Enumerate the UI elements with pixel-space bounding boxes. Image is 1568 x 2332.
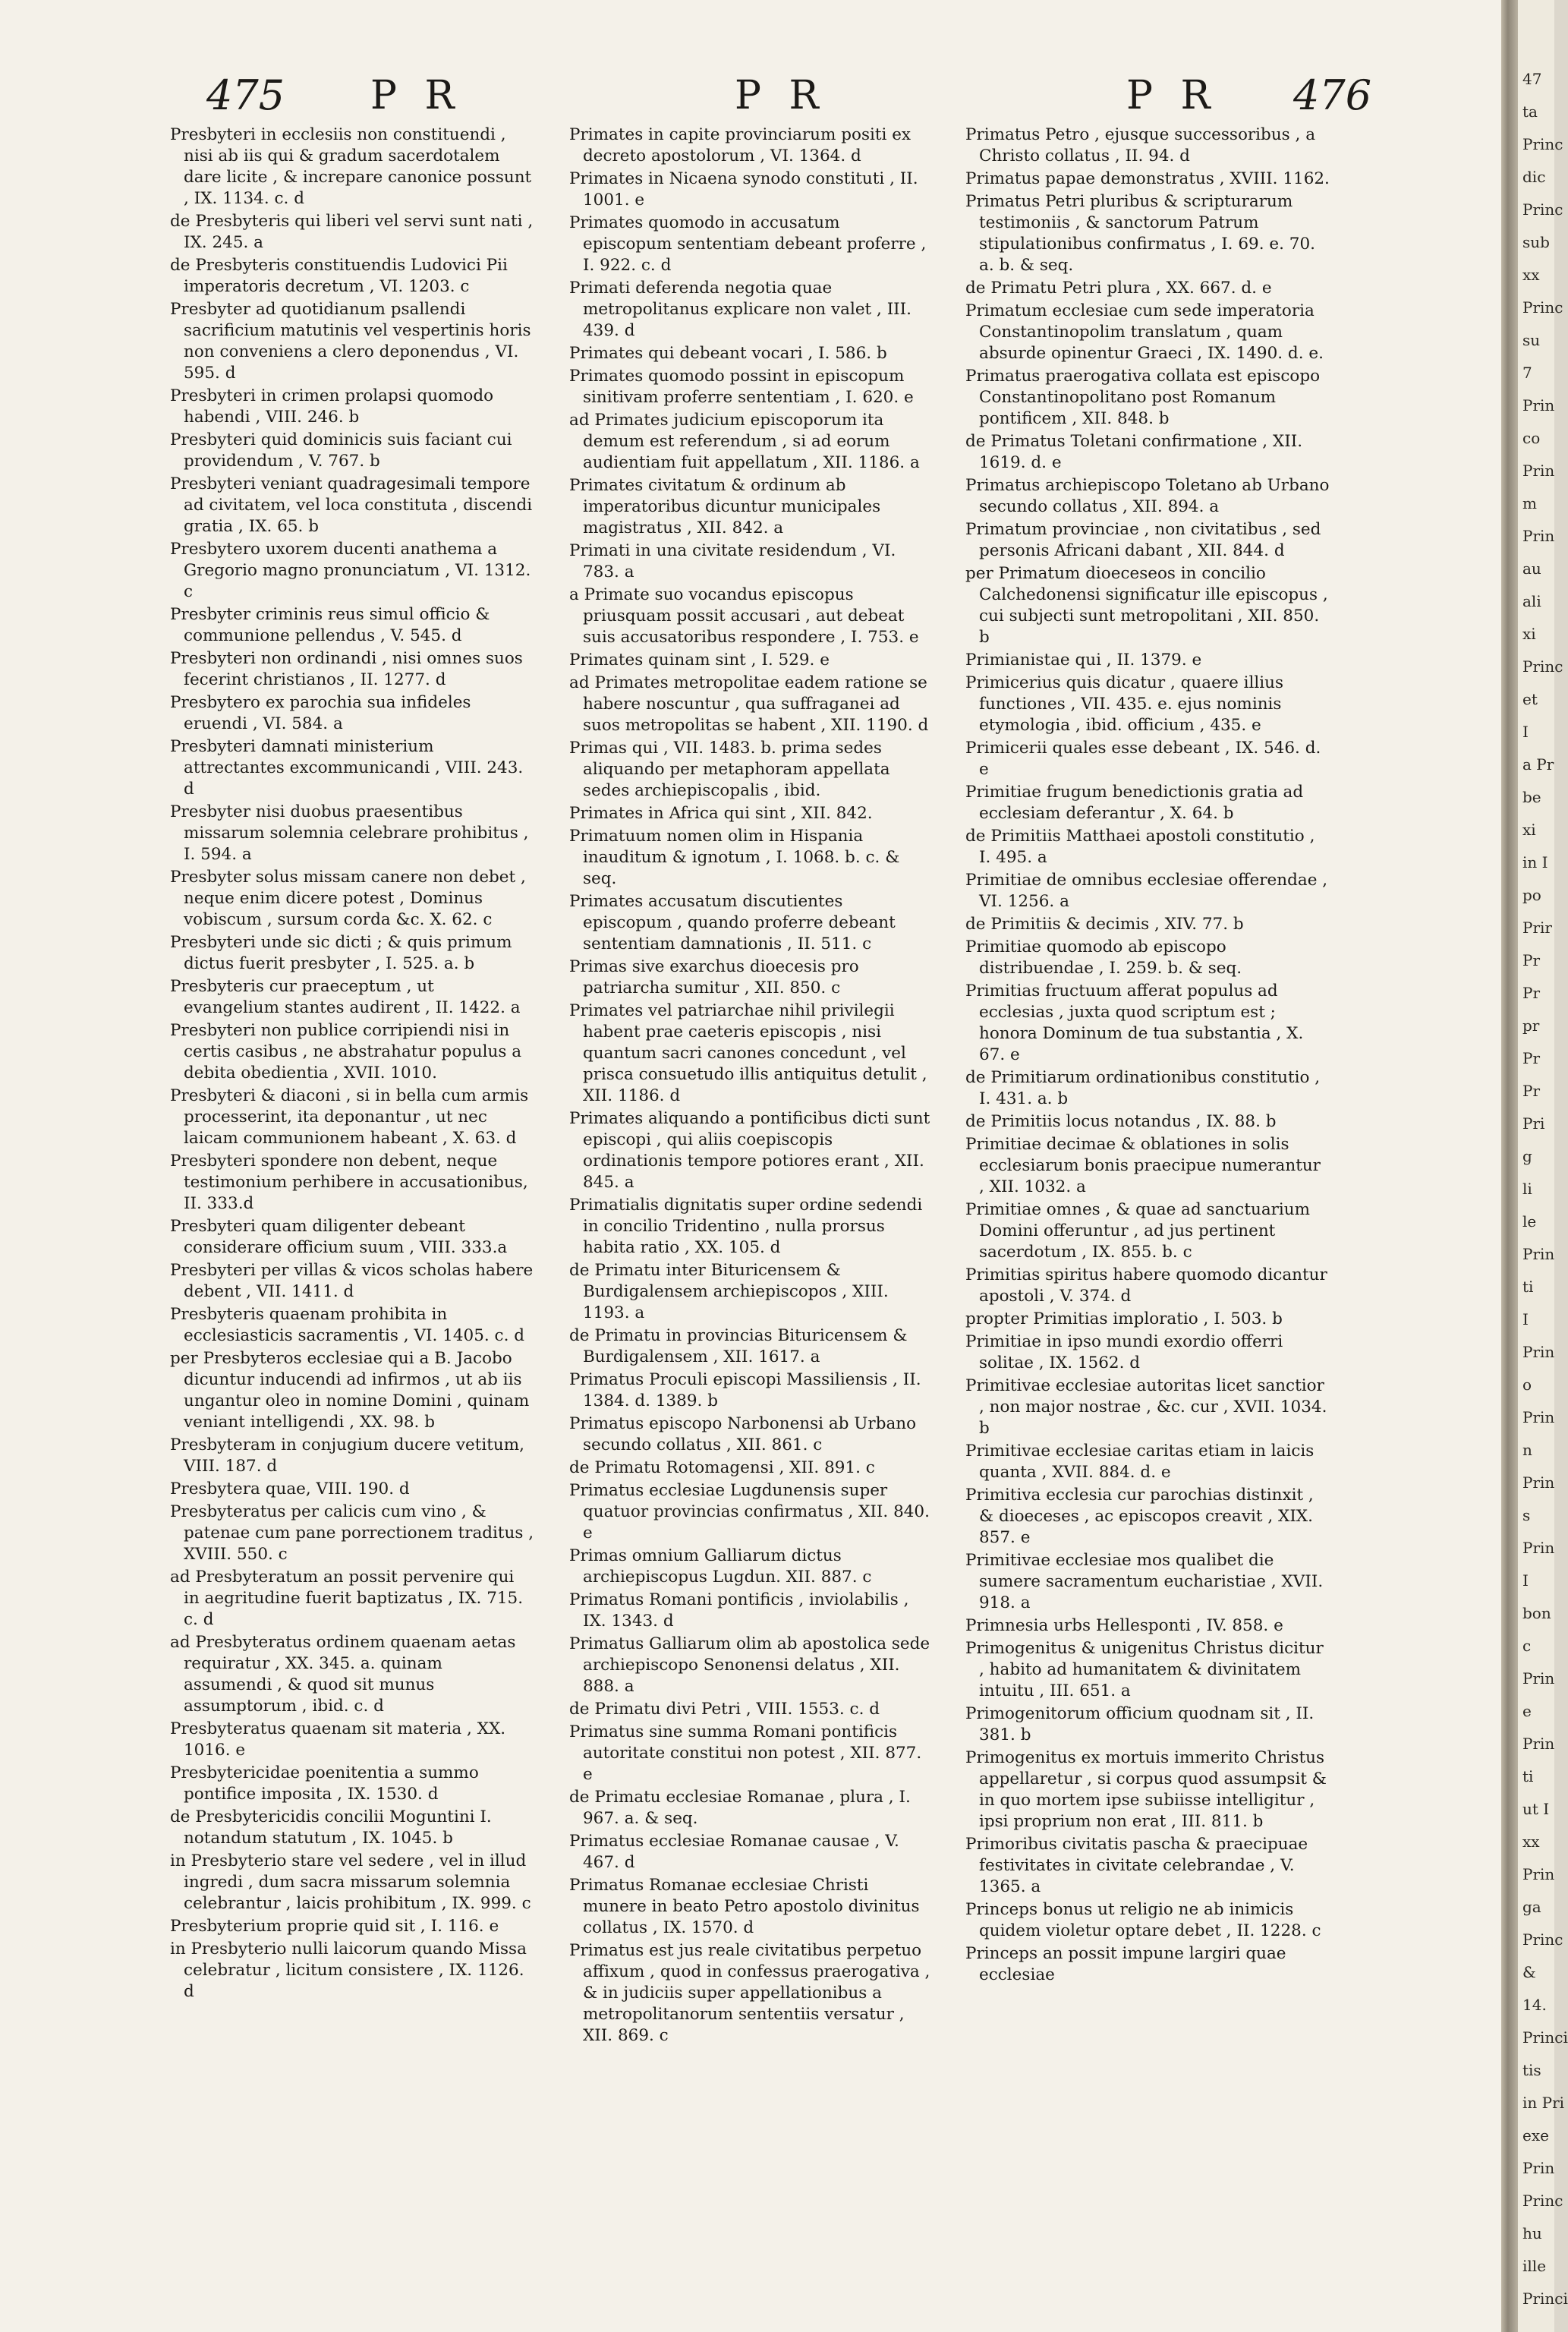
- index-entry: Primitiae quomodo ab episcopo distribuendae , I. 259. b. & seq.: [965, 938, 1242, 978]
- index-entry: Primitivae ecclesiae caritas etiam in laicis quanta , XVII. 884. d. e: [965, 1442, 1315, 1482]
- facing-page-fragment: Prir: [1522, 919, 1552, 937]
- index-entry: de Primatu ecclesiae Romanae , plura , I. 967. a. & seq.: [569, 1788, 911, 1828]
- facing-page-fragment: Prin: [1522, 1735, 1555, 1753]
- index-entry: Primitiae frugum benedictionis gratia ad ecclesiam deferantur , X. 64. b: [965, 783, 1304, 823]
- index-entry: Presbyteri per villas & vicos scholas habere debent , VII. 1411. d: [170, 1261, 534, 1301]
- index-entry: Primatus episcopo Narbonensi ab Urbano secundo collatus , XII. 861. c: [569, 1414, 917, 1454]
- index-entry: de Presbyteris constituendis Ludovici Pii imperatoris decretum , VI. 1203. c: [170, 256, 508, 296]
- page-number-left: 475: [206, 71, 285, 119]
- index-entry: ad Primates judicium episcoporum ita demum est referendum , si ad eorum audientiam fuit appellatum , XII. 1186. a: [569, 411, 920, 472]
- facing-page-fragment: Prin: [1522, 462, 1555, 480]
- index-entry: Primitiva ecclesia cur parochias distinxit , & dioeceses , ac episcopos creavit , XIX. 857. e: [965, 1486, 1314, 1547]
- facing-page-fragment: Pr: [1522, 1049, 1541, 1067]
- facing-page-fragment: I: [1522, 723, 1529, 741]
- index-entry: Presbyteri in ecclesiis non constituendi , nisi ab iis qui & gradum sacerdotalem dare licite , & increpare canonice possunt , IX. 1134. c. d: [170, 125, 532, 208]
- index-entry: Primatus Galliarum olim ab apostolica sede archiepiscopo Senonensi delatus , XII. 888. a: [569, 1634, 930, 1696]
- facing-page-fragment: I: [1522, 1310, 1529, 1328]
- index-entry: Primates vel patriarchae nihil privilegii habent prae caeteris episcopis , nisi quantum sacri canones concedunt , vel prisca consuetudo illis antiquitus detulit , XII. 1186. d: [569, 1001, 927, 1105]
- index-entry: Primogenitorum officium quodnam sit , II. 381. b: [965, 1704, 1315, 1744]
- index-entry: in Presbyterio stare vel sedere , vel in illud ingredi , dum sacra missarum solemnia celebrantur , laicis prohibitum , IX. 999. c: [170, 1851, 531, 1913]
- facing-page-fragment: dic: [1522, 168, 1546, 186]
- facing-page-fragment: g: [1522, 1147, 1532, 1165]
- facing-page-fragment: Princ: [1522, 1930, 1563, 1949]
- index-entry: Presbyteratus per calicis cum vino , & patenae cum pane porrectionem traditus , XVIII. 550. c: [170, 1502, 534, 1564]
- index-entry: Primatus archiepiscopo Toletano ab Urbano secundo collatus , XII. 894. a: [965, 476, 1330, 516]
- index-entry: Presbyteri non ordinandi , nisi omnes suos fecerint christianos , II. 1277. d: [170, 649, 523, 689]
- facing-page-fragment: po: [1522, 886, 1541, 904]
- index-entry: de Presbytericidis concilii Moguntini I. notandum statutum , IX. 1045. b: [170, 1807, 492, 1848]
- index-entry: Primatus papae demonstratus , XVIII. 1162.: [965, 169, 1330, 188]
- index-entry: Primatus praerogativa collata est episcopo Constantinopolitano post Romanum pontificem , XII. 848. b: [965, 367, 1321, 428]
- index-entry: Primates in Nicaena synodo constituti , II. 1001. e: [569, 169, 918, 210]
- index-entry: de Primitiarum ordinationibus constitutio , I. 431. a. b: [965, 1068, 1321, 1108]
- facing-page-fragment: ille: [1522, 2257, 1547, 2275]
- index-entry: Primitiae de omnibus ecclesiae offerendae , VI. 1256. a: [965, 871, 1328, 911]
- index-entry: Primati deferenda negotia quae metropolitanus explicare non valet , III. 439. d: [569, 279, 912, 340]
- facing-page-fragment: ti: [1522, 1278, 1534, 1296]
- index-entry: ad Primates metropolitae eadem ratione se habere noscuntur , qua suffraganei ad suos metropolitas se habent , XII. 1190. d: [569, 673, 929, 735]
- index-entry: Primatus sine summa Romani pontificis autoritate constitui non potest , XII. 877. e: [569, 1722, 922, 1784]
- index-entry: Presbyter nisi duobus praesentibus missarum solemnia celebrare prohibitus , I. 594. a: [170, 802, 529, 864]
- facing-page-fragment: 47: [1522, 70, 1542, 88]
- index-entry: Primicerii quales esse debeant , IX. 546. d. e: [965, 739, 1321, 779]
- index-entry: ad Presbyteratus ordinem quaenam aetas requiratur , XX. 345. a. quinam assumendi , & quod sit munus assumptorum , ibid. c. d: [170, 1633, 516, 1716]
- index-entry: Primianistae qui , II. 1379. e: [965, 651, 1202, 670]
- index-entry: Primas omnium Galliarum dictus archiepiscopus Lugdun. XII. 887. c: [569, 1546, 872, 1587]
- book-gutter: [1501, 0, 1518, 2332]
- facing-page-fragment: be: [1522, 788, 1541, 806]
- facing-page-fragment: c: [1522, 1637, 1532, 1655]
- index-entry: Primatus Romanae ecclesiae Christi munere in beato Petro apostolo divinitus collatus , IX. 1570. d: [569, 1876, 920, 1937]
- index-entry: Primitivae ecclesiae mos qualibet die sumere sacramentum eucharistiae , XVII. 918. a: [965, 1551, 1324, 1612]
- index-entry: Presbyteri in crimen prolapsi quomodo habendi , VIII. 246. b: [170, 386, 494, 427]
- facing-page-fragment: Prin: [1522, 1473, 1555, 1492]
- index-entry: Primates qui debeant vocari , I. 586. b: [569, 344, 887, 363]
- index-entry: de Primatus Toletani confirmatione , XII. 1619. d. e: [965, 432, 1303, 472]
- index-entry: per Primatum dioeceseos in concilio Calchedonensi significatur ille episcopus , cui subjecti sunt metropolitani , XII. 850. b: [965, 564, 1328, 647]
- facing-page-fragment: Prin: [1522, 1669, 1555, 1688]
- facing-page-fragment: Pr: [1522, 984, 1541, 1002]
- index-entry: Presbytericidae poenitentia a summo pontifice imposita , IX. 1530. d: [170, 1763, 479, 1804]
- index-entry: de Primitiis & decimis , XIV. 77. b: [965, 915, 1244, 934]
- facing-page-fragment: Princ: [1522, 657, 1563, 676]
- index-entry: Primates quomodo possint in episcopum sinitivam proferre sententiam , I. 620. e: [569, 367, 914, 407]
- running-head-right: P R: [1126, 73, 1218, 118]
- facing-page-fragment: o: [1522, 1376, 1532, 1394]
- facing-page-fragment: Prin: [1522, 2159, 1555, 2177]
- index-entry: Primates quomodo in accusatum episcopum sententiam debeant proferre , I. 922. c. d: [569, 213, 927, 275]
- index-entry: Presbyter criminis reus simul officio & communione pellendus , V. 545. d: [170, 605, 490, 645]
- index-entry: Primatus Romani pontificis , inviolabilis , IX. 1343. d: [569, 1590, 909, 1631]
- index-entry: Primatialis dignitatis super ordine sedendi in concilio Tridentino , nulla prorsus habita ratio , XX. 105. d: [569, 1196, 923, 1257]
- index-entry: ad Presbyteratum an possit pervenire qui in aegritudine fuerit baptizatus , IX. 715. c. d: [170, 1568, 524, 1629]
- index-entry: Primates civitatum & ordinum ab imperatoribus dicuntur municipales magistratus , XII. 842. a: [569, 476, 881, 537]
- index-entry: de Primatu Rotomagensi , XII. 891. c: [569, 1458, 875, 1477]
- index-entry: de Primatu divi Petri , VIII. 1553. c. d: [569, 1700, 880, 1719]
- facing-page-fragment: ut I: [1522, 1800, 1550, 1818]
- facing-page-fragment: 7: [1522, 364, 1532, 382]
- facing-page-fragment: Pri: [1522, 1114, 1545, 1133]
- facing-page-fragment: Princ: [1522, 200, 1563, 219]
- index-entry: Primatus ecclesiae Romanae causae , V. 467. d: [569, 1832, 899, 1872]
- index-entry: de Primitiis Matthaei apostoli constitutio , I. 495. a: [965, 827, 1315, 867]
- index-entry: Presbyteri veniant quadragesimali tempore ad civitatem, vel loca constituta , discendi gratia , IX. 65. b: [170, 474, 533, 536]
- index-entry: Primates accusatum discutientes episcopum , quando proferre debeant sententiam damnationis , II. 511. c: [569, 892, 896, 953]
- facing-page-fragment: li: [1522, 1180, 1532, 1198]
- facing-page-fragment: su: [1522, 331, 1541, 349]
- facing-page-fragment: exe: [1522, 2126, 1549, 2144]
- index-column-middle: [569, 124, 934, 2048]
- facing-page-fragment: sub: [1522, 233, 1550, 251]
- index-entry: Primitivae ecclesiae autoritas licet sanctior , non major nostrae , &c. cur , XVII. 1034. b: [965, 1376, 1327, 1438]
- index-entry: Presbyteri quid dominicis suis faciant cui providendum , V. 767. b: [170, 430, 512, 471]
- index-entry: Presbyterium proprie quid sit , I. 116. e: [170, 1917, 499, 1936]
- index-entry: Presbytero ex parochia sua infideles eruendi , VI. 584. a: [170, 693, 471, 733]
- index-entry: Primatuum nomen olim in Hispania inauditum & ignotum , I. 1068. b. c. & seq.: [569, 827, 900, 888]
- facing-page-fragment: Princ: [1522, 2192, 1563, 2210]
- index-entry: Primates in Africa qui sint , XII. 842.: [569, 804, 873, 823]
- index-entry: Presbyteram in conjugium ducere vetitum, VIII. 187. d: [170, 1435, 525, 1476]
- index-entry: Presbyteris cur praeceptum , ut evangelium stantes audirent , II. 1422. a: [170, 977, 521, 1017]
- facing-page-fragment: s: [1522, 1506, 1531, 1524]
- running-head-left: P R: [370, 73, 462, 118]
- index-entry: Primicerius quis dicatur , quaere illius functiones , VII. 435. e. ejus nominis etymologia , ibid. officium , 435. e: [965, 673, 1284, 735]
- index-entry: Primnesia urbs Hellesponti , IV. 858. e: [965, 1616, 1283, 1635]
- index-entry: Presbyteratus quaenam sit materia , XX. 1016. e: [170, 1719, 506, 1760]
- index-entry: Presbyteri damnati ministerium attrectantes excommunicandi , VIII. 243. d: [170, 737, 524, 799]
- facing-page-fragment: Pr: [1522, 1082, 1541, 1100]
- index-entry: Princeps an possit impune largiri quae ecclesiae: [965, 1944, 1286, 1984]
- facing-page-fragment: pr: [1522, 1016, 1540, 1035]
- index-entry: Primatus Petri pluribus & scripturarum testimoniis , & sanctorum Patrum stipulationibus confirmatus , I. 69. e. 70. a. b. & seq.: [965, 192, 1315, 275]
- facing-page-fragment: a Pr: [1522, 755, 1554, 774]
- facing-page-fragment: Princ: [1522, 298, 1563, 317]
- index-entry: Primogenitus ex mortuis immerito Christus appellaretur , si corpus quod assumpsit & in quo mortem ipse subiisse intelligitur , ipsi proprium non erat , III. 811. b: [965, 1748, 1327, 1831]
- facing-page-fragment: au: [1522, 559, 1541, 578]
- facing-page-fragment: Princi: [1522, 2028, 1568, 2047]
- index-entry: Presbyteri & diaconi , si in bella cum armis processerint, ita deponantur , ut nec laicam communionem habeant , X. 63. d: [170, 1086, 529, 1148]
- index-entry: per Presbyteros ecclesiae qui a B. Jacobo dicuntur inducendi ad infirmos , ut ab iis ungantur oleo in nomine Domini , quinam veniant intelligendi , XX. 98. b: [170, 1349, 530, 1432]
- facing-page-fragment: tis: [1522, 2061, 1541, 2079]
- index-entry: Presbytero uxorem ducenti anathema a Gregorio magno pronunciatum , VI. 1312. c: [170, 540, 531, 601]
- facing-page-fragment: hu: [1522, 2224, 1542, 2242]
- index-entry: propter Primitias imploratio , I. 503. b: [965, 1309, 1283, 1328]
- index-column-right: [965, 124, 1330, 1987]
- facing-page-fragment: xx: [1522, 1833, 1540, 1851]
- facing-page-fragment: xi: [1522, 625, 1536, 643]
- facing-page-fragment: le: [1522, 1212, 1537, 1231]
- facing-page-fragment: Prin: [1522, 1245, 1555, 1263]
- facing-page-fragment: ga: [1522, 1898, 1541, 1916]
- facing-page-fragment: Prin: [1522, 1343, 1555, 1361]
- index-entry: Primatus Proculi episcopi Massiliensis , II. 1384. d. 1389. b: [569, 1370, 921, 1410]
- facing-page-fragment: &: [1522, 1963, 1536, 1981]
- facing-page-fragment: I: [1522, 1571, 1529, 1590]
- index-entry: Primatum provinciae , non civitatibus , sed personis Africani dabant , XII. 844. d: [965, 520, 1321, 560]
- index-entry: Princeps bonus ut religio ne ab inimicis quidem violetur optare debet , II. 1228. c: [965, 1900, 1321, 1940]
- index-entry: de Primitiis locus notandus , IX. 88. b: [965, 1112, 1277, 1131]
- facing-page-fragment: Pr: [1522, 951, 1541, 969]
- facing-page-fragment: in Pri: [1522, 2094, 1565, 2112]
- index-entry: de Primatu in provincias Bituricensem & Burdigalensem , XII. 1617. a: [569, 1326, 908, 1366]
- index-column-left: [170, 124, 534, 2004]
- index-entry: Presbyter ad quotidianum psallendi sacrificium matutinis vel vespertinis horis non conveniens a clero deponendus , VI. 595. d: [170, 300, 531, 383]
- index-entry: Primates aliquando a pontificibus dicti sunt episcopi , qui aliis coepiscopis ordinationis tempore potiores erant , XII. 845. a: [569, 1109, 930, 1192]
- index-entry: Primatus ecclesiae Lugdunensis super quatuor provincias confirmatus , XII. 840. e: [569, 1481, 930, 1543]
- index-entry: de Presbyteris qui liberi vel servi sunt nati , IX. 245. a: [170, 212, 534, 252]
- index-entry: Primates quinam sint , I. 529. e: [569, 651, 830, 670]
- index-entry: Primogenitus & unigenitus Christus dicitur , habito ad humanitatem & divinitatem intuitu , III. 651. a: [965, 1639, 1324, 1700]
- facing-page-fragment: Prin: [1522, 396, 1555, 414]
- index-entry: Primoribus civitatis pascha & praecipuae festivitates in civitate celebrandae , V. 1365. a: [965, 1835, 1308, 1896]
- facing-page-fragment: ali: [1522, 592, 1541, 610]
- facing-page-fragment: xi: [1522, 821, 1536, 839]
- index-entry: Primati in una civitate residendum , VI. 783. a: [569, 541, 896, 581]
- facing-page-fragment: bon: [1522, 1604, 1551, 1622]
- index-entry: Primas sive exarchus dioecesis pro patriarcha sumitur , XII. 850. c: [569, 957, 859, 997]
- index-entry: Primatus Petro , ejusque successoribus , a Christo collatus , II. 94. d: [965, 125, 1316, 165]
- facing-page-fragment: Princ: [1522, 135, 1563, 153]
- index-entry: Primas qui , VII. 1483. b. prima sedes aliquando per metaphoram appellata sedes archiepiscopalis , ibid.: [569, 739, 890, 800]
- facing-page-fragment: Prin: [1522, 1539, 1555, 1557]
- index-entry: Primitiae in ipso mundi exordio offerri solitae , IX. 1562. d: [965, 1332, 1283, 1372]
- facing-page-fragment: et: [1522, 690, 1538, 708]
- page-number-right: 476: [1293, 71, 1372, 119]
- facing-page-fragment: xx: [1522, 266, 1540, 284]
- facing-page-fragment: e: [1522, 1702, 1532, 1720]
- index-entry: Presbyteri non publice corripiendi nisi in certis casibus , ne abstrahatur populus a debita obedientia , XVII. 1010.: [170, 1021, 522, 1082]
- index-entry: in Presbyterio nulli laicorum quando Missa celebratur , licitum consistere , IX. 1126. d: [170, 1940, 527, 2001]
- index-entry: Presbyteri unde sic dicti ; & quis primum dictus fuerit presbyter , I. 525. a. b: [170, 933, 512, 973]
- index-entry: Presbyteri spondere non debent, neque testimonium perhibere in accusationibus, II. 333.d: [170, 1152, 528, 1213]
- facing-page-edge: [1518, 0, 1568, 2332]
- index-entry: a Primate suo vocandus episcopus priusquam possit accusari , aut debeat suis accusatoribus respondere , I. 753. e: [569, 585, 919, 647]
- index-entry: de Primatu Petri plura , XX. 667. d. e: [965, 279, 1272, 298]
- facing-page-fragment: ti: [1522, 1767, 1534, 1785]
- index-entry: Presbytera quae, VIII. 190. d: [170, 1480, 410, 1498]
- facing-page-fragment: Princi: [1522, 2289, 1568, 2308]
- index-entry: Primatus est jus reale civitatibus perpetuo affixum , quod in confessus praerogativa , & in judiciis super appellationibus a metropolitanorum sententiis versatur , XII. 869. c: [569, 1941, 930, 2045]
- index-entry: Primates in capite provinciarum positi ex decreto apostolorum , VI. 1364. d: [569, 125, 912, 165]
- facing-page-fragment: ta: [1522, 102, 1538, 121]
- index-entry: Primitias spiritus habere quomodo dicantur apostoli , V. 374. d: [965, 1265, 1327, 1306]
- index-entry: Primitiae decimae & oblationes in solis ecclesiarum bonis praecipue numerantur , XII. 1032. a: [965, 1135, 1321, 1196]
- page-header: [0, 73, 1501, 126]
- index-entry: Presbyteris quaenam prohibita in ecclesiasticis sacramentis , VI. 1405. c. d: [170, 1305, 525, 1345]
- index-entry: Presbyter solus missam canere non debet , neque enim dicere potest , Dominus vobiscum , sursum corda &c. X. 62. c: [170, 868, 526, 929]
- index-entry: Primatum ecclesiae cum sede imperatoria Constantinopolim translatum , quam absurde opinentur Graeci , IX. 1490. d. e.: [965, 301, 1324, 363]
- index-entry: Primitiae omnes , & quae ad sanctuarium Domini offeruntur , ad jus pertinent sacerdotum , IX. 855. b. c: [965, 1200, 1311, 1262]
- running-head-center: P R: [735, 73, 827, 118]
- facing-page-fragment: in I: [1522, 853, 1548, 871]
- facing-page-fragment: Prin: [1522, 1865, 1555, 1883]
- facing-page-fragment: Prin: [1522, 527, 1555, 545]
- facing-page-fragment: Prin: [1522, 1408, 1555, 1426]
- facing-page-fragment: n: [1522, 1441, 1532, 1459]
- facing-page-fragment: 14.: [1522, 1996, 1547, 2014]
- facing-page-fragment: co: [1522, 429, 1541, 447]
- facing-page-fragment: m: [1522, 494, 1537, 512]
- index-entry: Primitias fructuum afferat populus ad ecclesias , juxta quod scriptum est ; honora Dominum de tua substantia , X. 67. e: [965, 982, 1304, 1064]
- index-entry: de Primatu inter Bituricensem & Burdigalensem archiepiscopos , XIII. 1193. a: [569, 1261, 889, 1322]
- index-entry: Presbyteri quam diligenter debeant considerare officium suum , VIII. 333.a: [170, 1217, 508, 1257]
